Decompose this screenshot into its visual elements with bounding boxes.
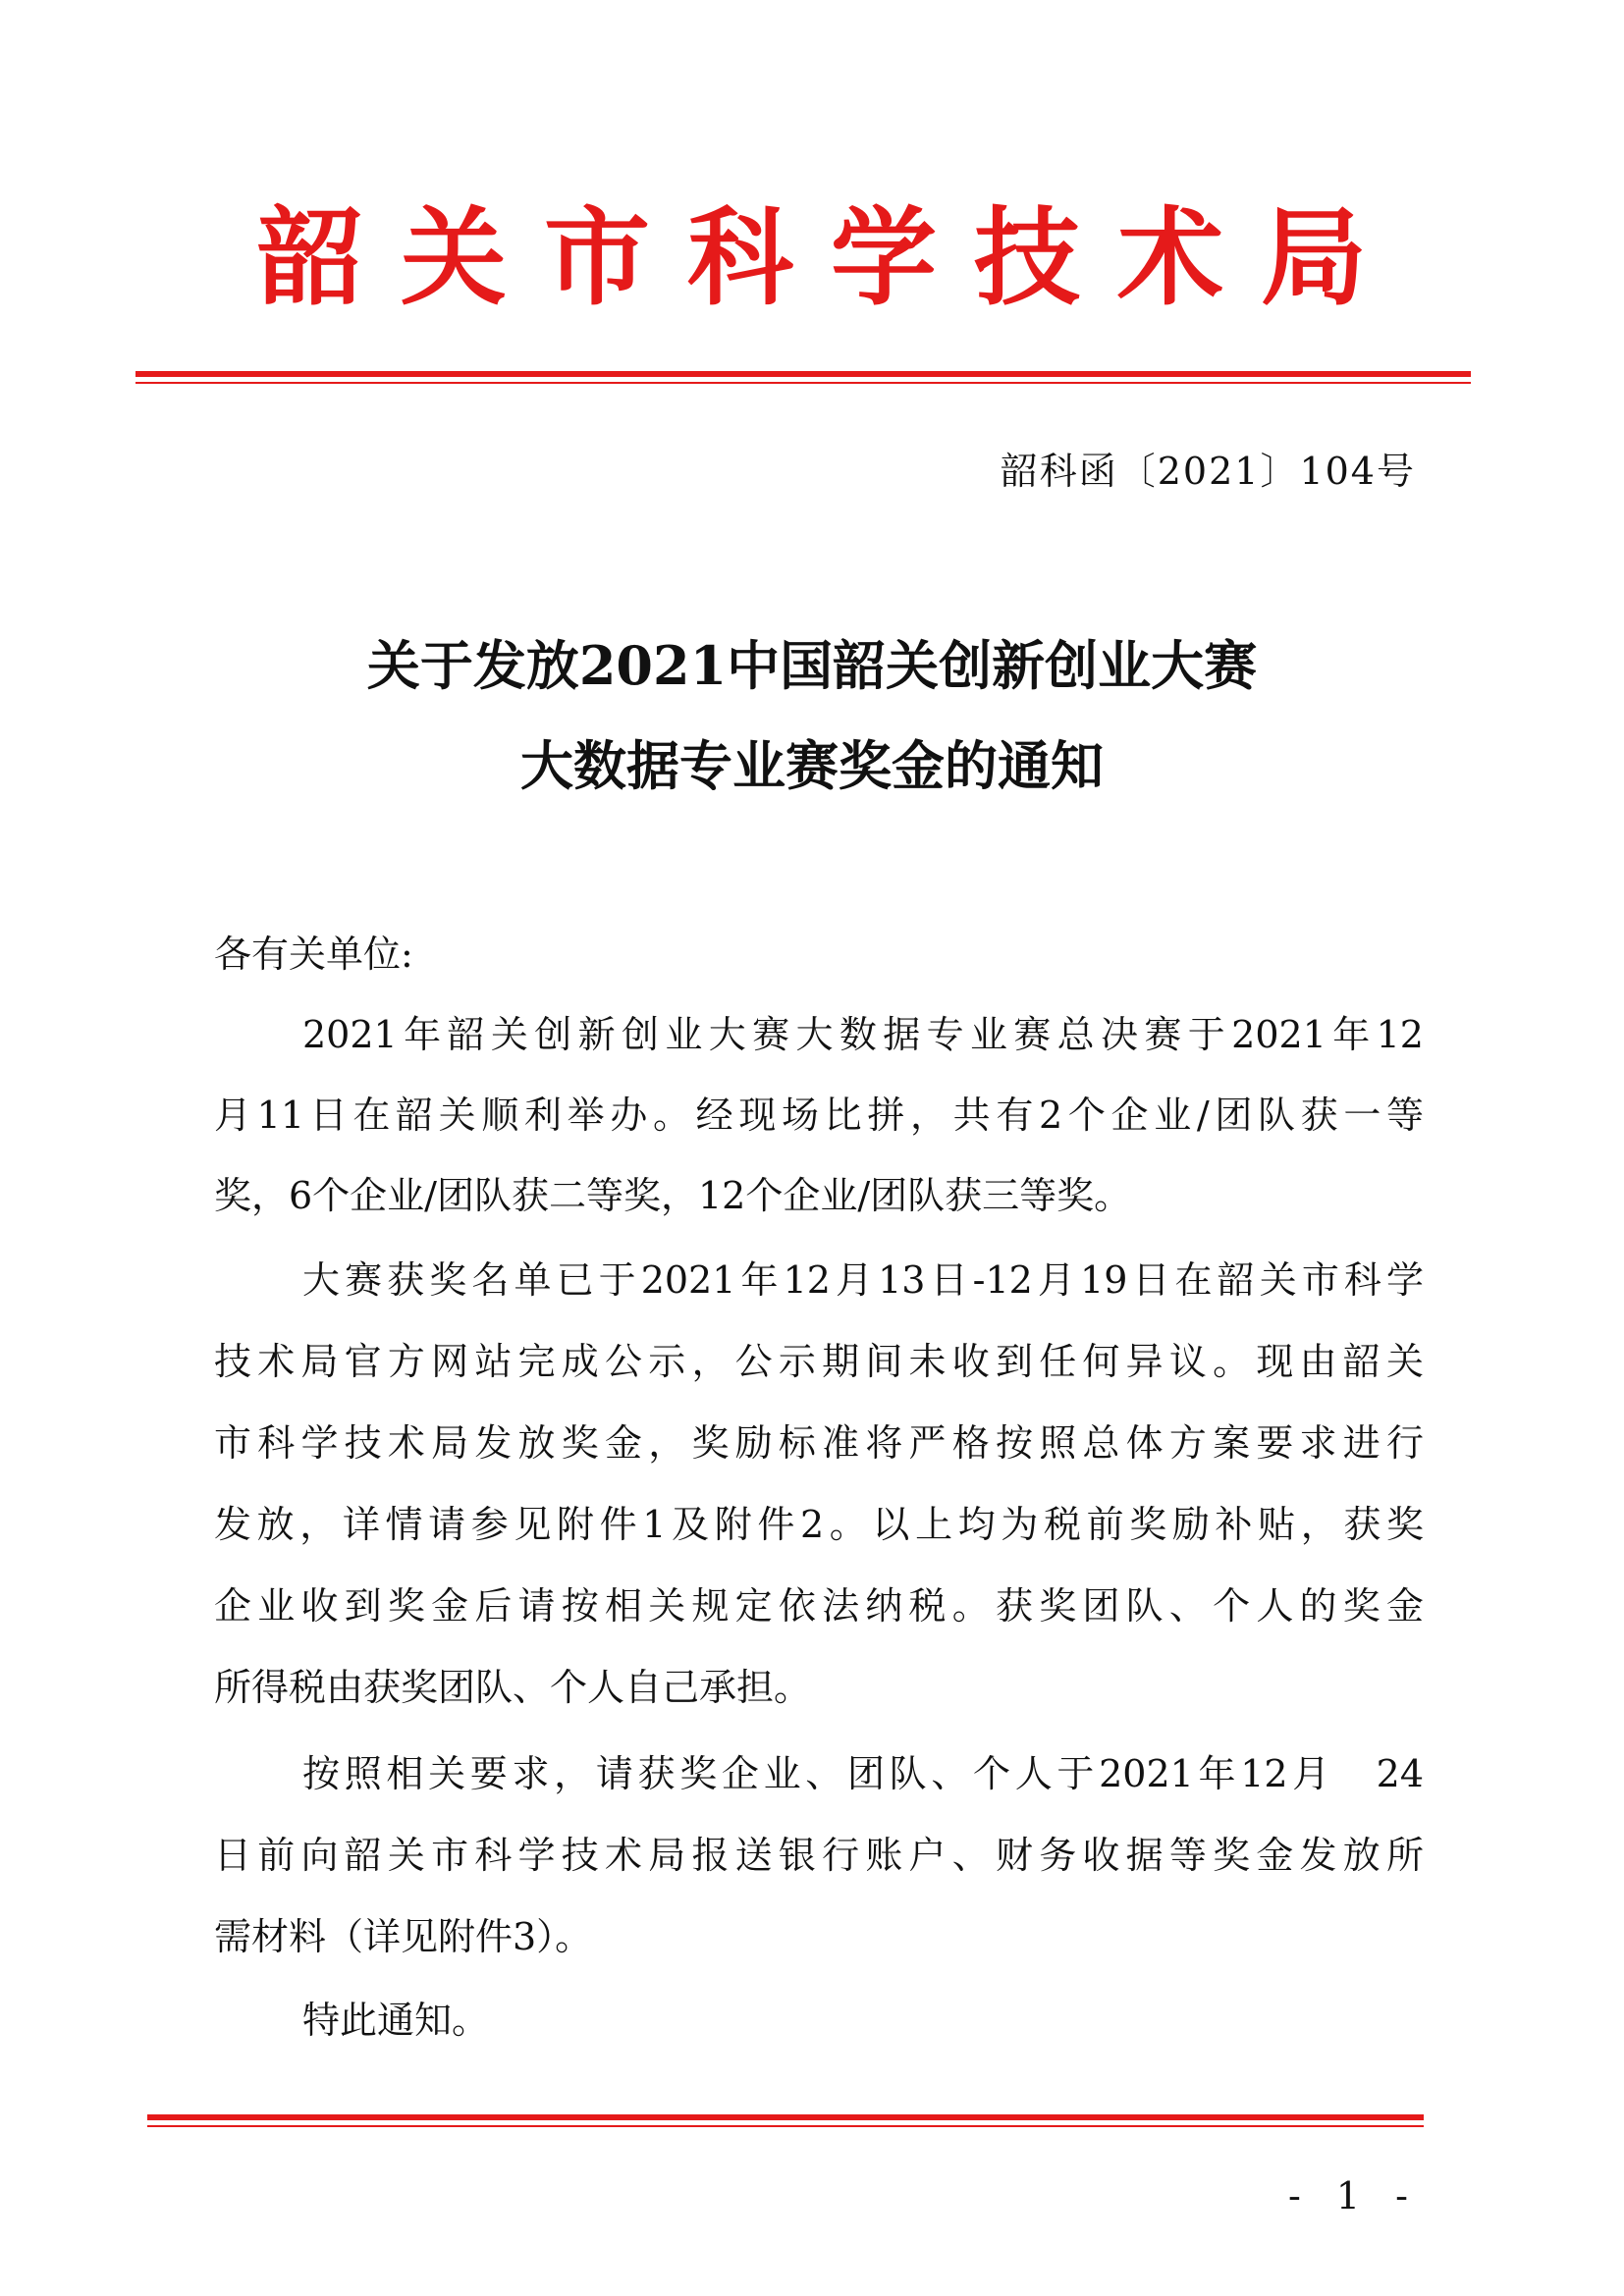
footer-divider-thick [147,2114,1424,2120]
body-line: 奖，6个企业/团队获二等奖，12个企业/团队获三等奖。 [214,1174,1132,1217]
notice-title-line-2: 大数据专业赛奖金的通知 [520,734,1104,797]
salutation: 各有关单位: [214,933,413,976]
body-line: 企业收到奖金后请按相关规定依法纳税。获奖团队、个人的奖金 [214,1584,1424,1628]
body-line: 2021年韶关创新创业大赛大数据专业赛总决赛于2021年12 [302,1013,1424,1056]
header-divider-thin [135,382,1471,384]
body-line: 需材料（详见附件3）。 [214,1915,593,1958]
footer-divider-thin [147,2125,1424,2127]
issuing-authority-header: 韶关市科学技术局 [256,197,1404,320]
body-line: 月11日在韶关顺利举办。经现场比拼，共有2个企业/团队获一等 [214,1094,1424,1137]
body-line: 发放，详情请参见附件1及附件2。以上均为税前奖励补贴，获奖 [214,1503,1424,1546]
body-line: 日前向韶关市科学技术局报送银行账户、财务收据等奖金发放所 [214,1834,1424,1877]
body-line: 按照相关要求，请获奖企业、团队、个人于2021年12月 24 [302,1752,1424,1795]
body-line: 所得税由获奖团队、个人自己承担。 [214,1666,812,1709]
header-divider-thick [135,371,1471,377]
notice-title-line-1: 关于发放2021中国韶关创新创业大赛 [366,634,1258,697]
document-number: 韶科函〔2021〕104号 [1000,450,1416,493]
body-line: 技术局官方网站完成公示，公示期间未收到任何异议。现由韶关 [214,1340,1424,1383]
body-line: 大赛获奖名单已于2021年12月13日-12月19日在韶关市科学 [302,1258,1424,1302]
body-line: 市科学技术局发放奖金，奖励标准将严格按照总体方案要求进行 [214,1421,1424,1465]
page-number: - 1 - [1287,2174,1420,2217]
closing-line: 特此通知。 [302,1999,490,2042]
